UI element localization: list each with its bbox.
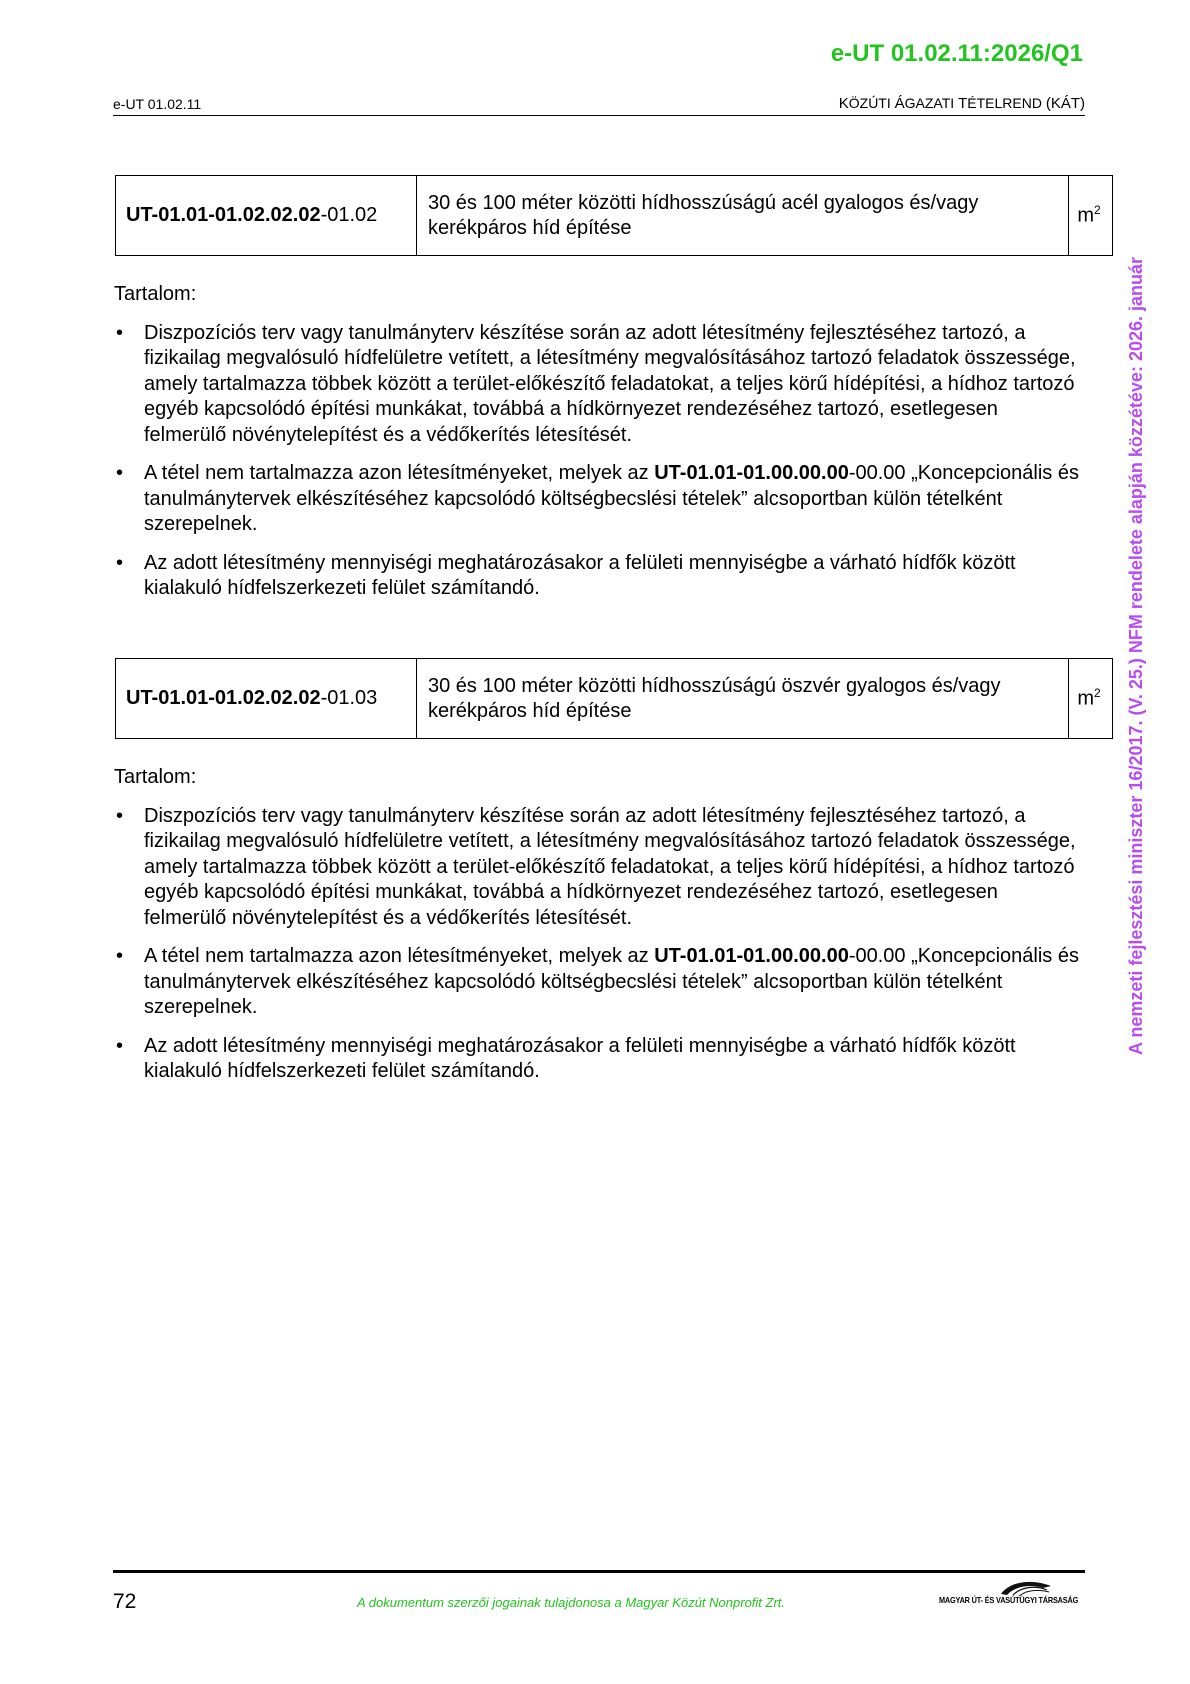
- item-content: [114, 282, 1084, 615]
- item-code: UT-01.01-01.02.02.02-01.03: [116, 659, 417, 739]
- bullet-icon: •: [116, 1034, 124, 1057]
- company-logo: [939, 1578, 1089, 1618]
- item-table: [115, 175, 1113, 256]
- bullet-icon: •: [116, 551, 124, 574]
- item-unit: $m^2$: [1069, 176, 1113, 256]
- content-label: Tartalom:: [114, 766, 197, 788]
- item-table: [115, 658, 1113, 739]
- bullet-icon: •: [116, 804, 124, 827]
- bullet-icon: •: [116, 321, 124, 344]
- logo-text: MAGYAR ÚT- ÉS VASÚTÜGYI TÁRSASÁG: [939, 1595, 1079, 1605]
- running-header: [113, 95, 1085, 116]
- item-description: 30 és 100 méter közötti hídhosszúságú acél gyalogos és/vagy kerékpáros híd építése: [417, 176, 1069, 256]
- list-item: • Diszpozíciós terv vagy tanulmányterv készítése során az adott létesítmény fejlesztéséhez tartozó, a fizikailag megvalósuló hídfelületre vetített, a létesítmény megvalósításához tartozó feladatok összessége, amely tartalmazza többek között a terület-előkészítő feladatokat, a teljes körű hídépítési, a hídhoz tartozó egyéb kapcsolódó építési munkákat, továbbá a hídkörnyezet rendezéséhez tartozó, esetlegesen felmerülő növénytelepítést és a védőkerítés létesítését.: [116, 804, 1076, 929]
- page-number: 72: [113, 1590, 137, 1613]
- list-item: • A tétel nem tartalmazza azon létesítményeket, melyek az UT-01.01-01.00.00.00-00.00 „Koncepcionális és tanulmánytervek elkészítéséhez kapcsolódó költségbecslési tételek” alcsoportban külön tételként szerepelnek.: [116, 945, 1079, 1018]
- copyright-notice: A dokumentum szerzői jogainak tulajdonosa a Magyar Közút Nonprofit Zrt.: [357, 1595, 786, 1610]
- reference-code: UT-01.01-01.00.00.00: [654, 462, 849, 484]
- document-code: e-UT 01.02.11:2026/Q1: [830, 40, 1083, 67]
- item-description: 30 és 100 méter közötti hídhosszúságú öszvér gyalogos és/vagy kerékpáros híd építése: [417, 659, 1069, 739]
- item-unit: $m^2$: [1069, 659, 1113, 739]
- list-item: • Az adott létesítmény mennyiségi meghatározásakor a felületi mennyiségbe a várható hídfők között kialakuló hídfelszerkezeti felület számítandó.: [116, 551, 1016, 599]
- item-code: UT-01.01-01.02.02.02-01.02: [116, 176, 417, 256]
- header-title: KÖZÚTI ÁGAZATI TÉTELREND (KÁT): [838, 95, 1085, 112]
- list-item: • Az adott létesítmény mennyiségi meghatározásakor a felületi mennyiségbe a várható hídfők között kialakuló hídfelszerkezeti felület számítandó.: [116, 1034, 1016, 1082]
- item-content: [114, 765, 1084, 1098]
- header-standard-id: e-UT 01.02.11: [113, 96, 202, 112]
- content-label: Tartalom:: [114, 283, 197, 305]
- content-list: [114, 804, 1084, 1085]
- content-list: [114, 321, 1084, 602]
- reference-code: UT-01.01-01.00.00.00: [654, 945, 849, 967]
- publication-side-note: A nemzeti fejlesztési miniszter 16/2017. (V. 25.) NFM rendelete alapján közzétéve: 2026. január: [1126, 256, 1146, 1055]
- list-item: • Diszpozíciós terv vagy tanulmányterv készítése során az adott létesítmény fejlesztéséhez tartozó, a fizikailag megvalósuló hídfelületre vetített, a létesítmény megvalósításához tartozó feladatok összessége, amely tartalmazza többek között a terület-előkészítő feladatokat, a teljes körű hídépítési, a hídhoz tartozó egyéb kapcsolódó építési munkákat, továbbá a hídkörnyezet rendezéséhez tartozó, esetlegesen felmerülő növénytelepítést és a védőkerítés létesítését.: [116, 321, 1076, 446]
- footer-divider: [113, 1570, 1085, 1573]
- bullet-icon: •: [116, 462, 124, 484]
- bullet-icon: •: [116, 945, 124, 967]
- list-item: • A tétel nem tartalmazza azon létesítményeket, melyek az UT-01.01-01.00.00.00-00.00 „Koncepcionális és tanulmánytervek elkészítéséhez kapcsolódó költségbecslési tételek” alcsoportban külön tételként szerepelnek.: [116, 462, 1079, 535]
